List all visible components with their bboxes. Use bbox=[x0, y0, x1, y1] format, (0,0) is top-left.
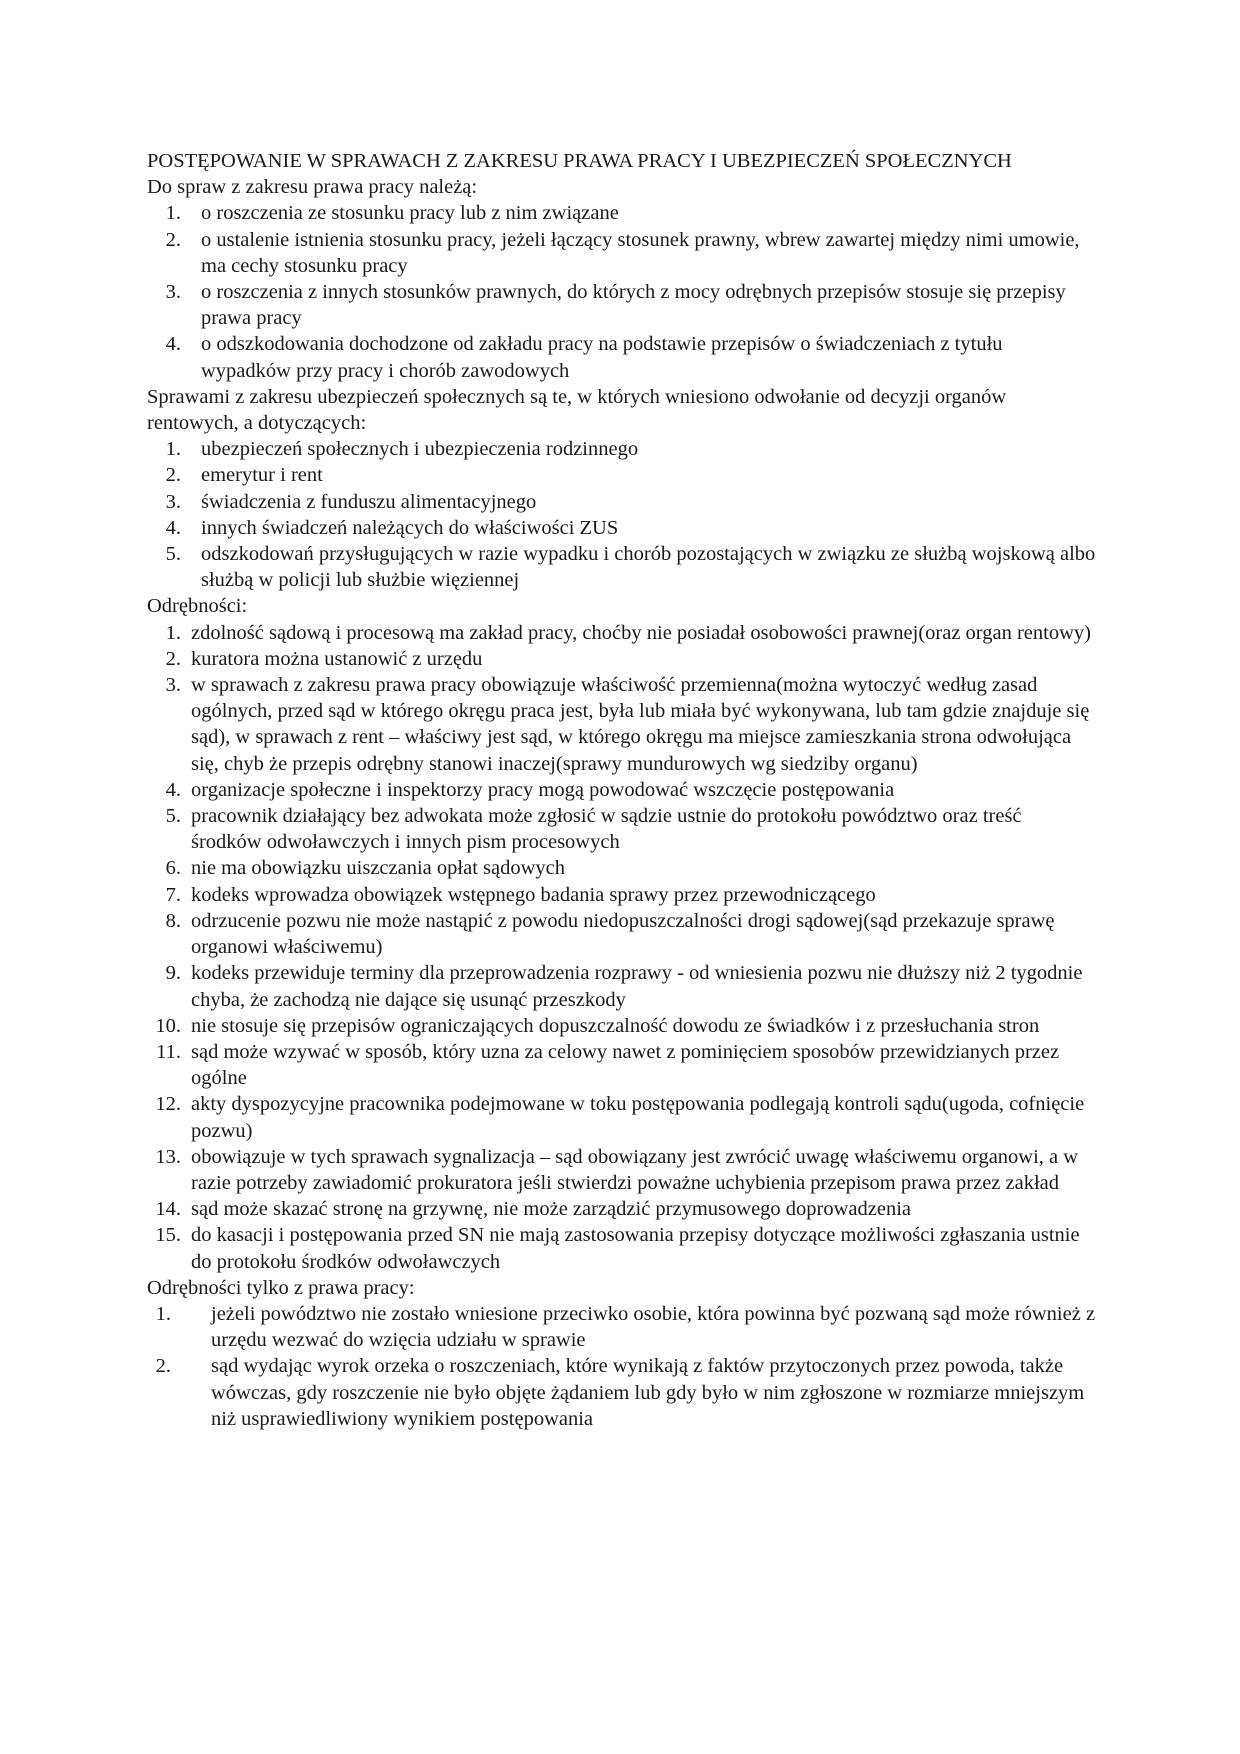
list-item: 9. kodeks przewiduje terminy dla przeprowadzenia rozprawy - od wniesienia pozwu nie dłuższy niż 2 tygodnie chyba, że zachodzą nie dające się usunąć przeszkody bbox=[165, 962, 1083, 1011]
list-item: 5. pracownik działający bez adwokata może zgłosić w sądzie ustnie do protokołu powództwo oraz treść środków odwoławczych i innych pism procesowych bbox=[165, 805, 1022, 854]
section-differences-intro: Odrębności: bbox=[147, 595, 248, 618]
list-item: 7. kodeks wprowadza obowiązek wstępnego badania sprawy przez przewodniczącego bbox=[165, 883, 876, 906]
labor-cases-list bbox=[147, 200, 1097, 383]
list-item: 1. jeżeli powództwo nie zostało wniesione przeciwko osobie, która powinna być pozwaną sąd może również z urzędu wezwać do wzięcia udziału w sprawie bbox=[155, 1302, 1096, 1352]
section-labor-intro: Do spraw z zakresu prawa pracy należą: bbox=[147, 176, 478, 199]
document-title: POSTĘPOWANIE W SPRAWACH Z ZAKRESU PRAWA PRACY I UBEZPIECZEŃ SPOŁECZNYCH bbox=[147, 150, 1012, 172]
list-item: 12. akty dyspozycyjne pracownika podejmowane w toku postępowania podlegają kontroli sądu(ugoda, cofnięcie pozwu) bbox=[155, 1093, 1085, 1142]
list-item: 2. kuratora można ustanowić z urzędu bbox=[165, 647, 483, 670]
list-item: 15. do kasacji i postępowania przed SN nie mają zastosowania przepisy dotyczące możliwości zgłaszania ustnie do protokołu środków odwoławczych bbox=[155, 1224, 1080, 1273]
list-item: 13. obowiązuje w tych sprawach sygnalizacja – sąd obowiązany jest zwrócić uwagę właściwemu organowi, a w razie potrzeby zawiadomić prokuratora jeśli stwierdzi poważne uchybienia przepisom prawa przez zakład bbox=[155, 1145, 1079, 1194]
list-item: 11. sąd może wzywać w sposób, który uzna za celowy nawet z pominięciem sposobów przewidzianych przez ogólne bbox=[156, 1040, 1060, 1090]
list-item: 2. emerytur i rent bbox=[165, 464, 323, 487]
list-item: 10. nie stosuje się przepisów ograniczających dopuszczalność dowodu ze świadków i z przesłuchania stron bbox=[155, 1014, 1040, 1037]
differences-list bbox=[147, 620, 1097, 1275]
list-item: 3. o roszczenia z innych stosunków prawnych, do których z mocy odrębnych przepisów stosuje się przepisy prawa pracy bbox=[165, 281, 1066, 330]
list-item: 3. w sprawach z zakresu prawa pracy obowiązuje właściwość przemienna(można wytoczyć według zasad ogólnych, przed sąd w którego okręgu praca jest, była lub miała być wykonywana, lub tam gdzie znajduje się sąd), w sprawach z rent – właściwy jest sąd, w którego okręgu ma miejsce zamieszkania strona odwołująca się, chyb że przepis odrębny stanowi inaczej(sprawy mundurowych wg siedziby organu) bbox=[165, 674, 1090, 775]
list-item: 1. ubezpieczeń społecznych i ubezpieczenia rodzinnego bbox=[165, 438, 639, 461]
list-item: 4. organizacje społeczne i inspektorzy pracy mogą powodować wszczęcie postępowania bbox=[165, 778, 895, 801]
document-page bbox=[147, 148, 1097, 1432]
labor-only-differences-list bbox=[147, 1301, 1097, 1432]
list-item: 2. sąd wydając wyrok orzeka o roszczeniach, które wynikają z faktów przytoczonych przez powoda, także wówczas, gdy roszczenie nie było objęte żądaniem lub gdy było w nim zgłoszone w rozmiarze mniejszym niż usprawiedliwiony wynikiem postępowania bbox=[155, 1355, 1085, 1430]
section-labor-only-intro: Odrębności tylko z prawa pracy: bbox=[147, 1276, 415, 1299]
list-item: 8. odrzucenie pozwu nie może nastąpić z powodu niedopuszczalności drogi sądowej(sąd przekazuje sprawę organowi właściwemu) bbox=[165, 909, 1055, 959]
list-item: 14. sąd może skazać stronę na grzywnę, nie może zarządzić przymusowego doprowadzenia bbox=[155, 1198, 912, 1221]
list-item: 4. innych świadczeń należących do właściwości ZUS bbox=[165, 516, 619, 539]
list-item: 2. o ustalenie istnienia stosunku pracy, jeżeli łączący stosunek prawny, wbrew zawartej między nimi umowie, ma cechy stosunku pracy bbox=[165, 228, 1080, 277]
list-item: 4. o odszkodowania dochodzone od zakładu pracy na podstawie przepisów o świadczeniach z tytułu wypadków przy pracy i chorób zawodowych bbox=[165, 333, 1003, 382]
list-item: 6. nie ma obowiązku uiszczania opłat sądowych bbox=[165, 857, 565, 880]
list-item: 1. o roszczenia ze stosunku pracy lub z nim związane bbox=[165, 202, 619, 225]
list-item: 3. świadczenia z funduszu alimentacyjnego bbox=[165, 490, 537, 513]
list-item: 1. zdolność sądową i procesową ma zakład pracy, choćby nie posiadał osobowości prawnej(oraz organ rentowy) bbox=[165, 621, 1091, 644]
social-insurance-list bbox=[147, 436, 1097, 593]
list-item: 5. odszkodowań przysługujących w razie wypadku i chorób pozostających w związku ze służbą wojskową albo służbą w policji lub służbie więziennej bbox=[165, 543, 1096, 592]
section-social-insurance-intro: Sprawami z zakresu ubezpieczeń społecznych są te, w których wniesiono odwołanie od decyzji organów rentowych, a dotyczących: bbox=[147, 385, 1007, 435]
